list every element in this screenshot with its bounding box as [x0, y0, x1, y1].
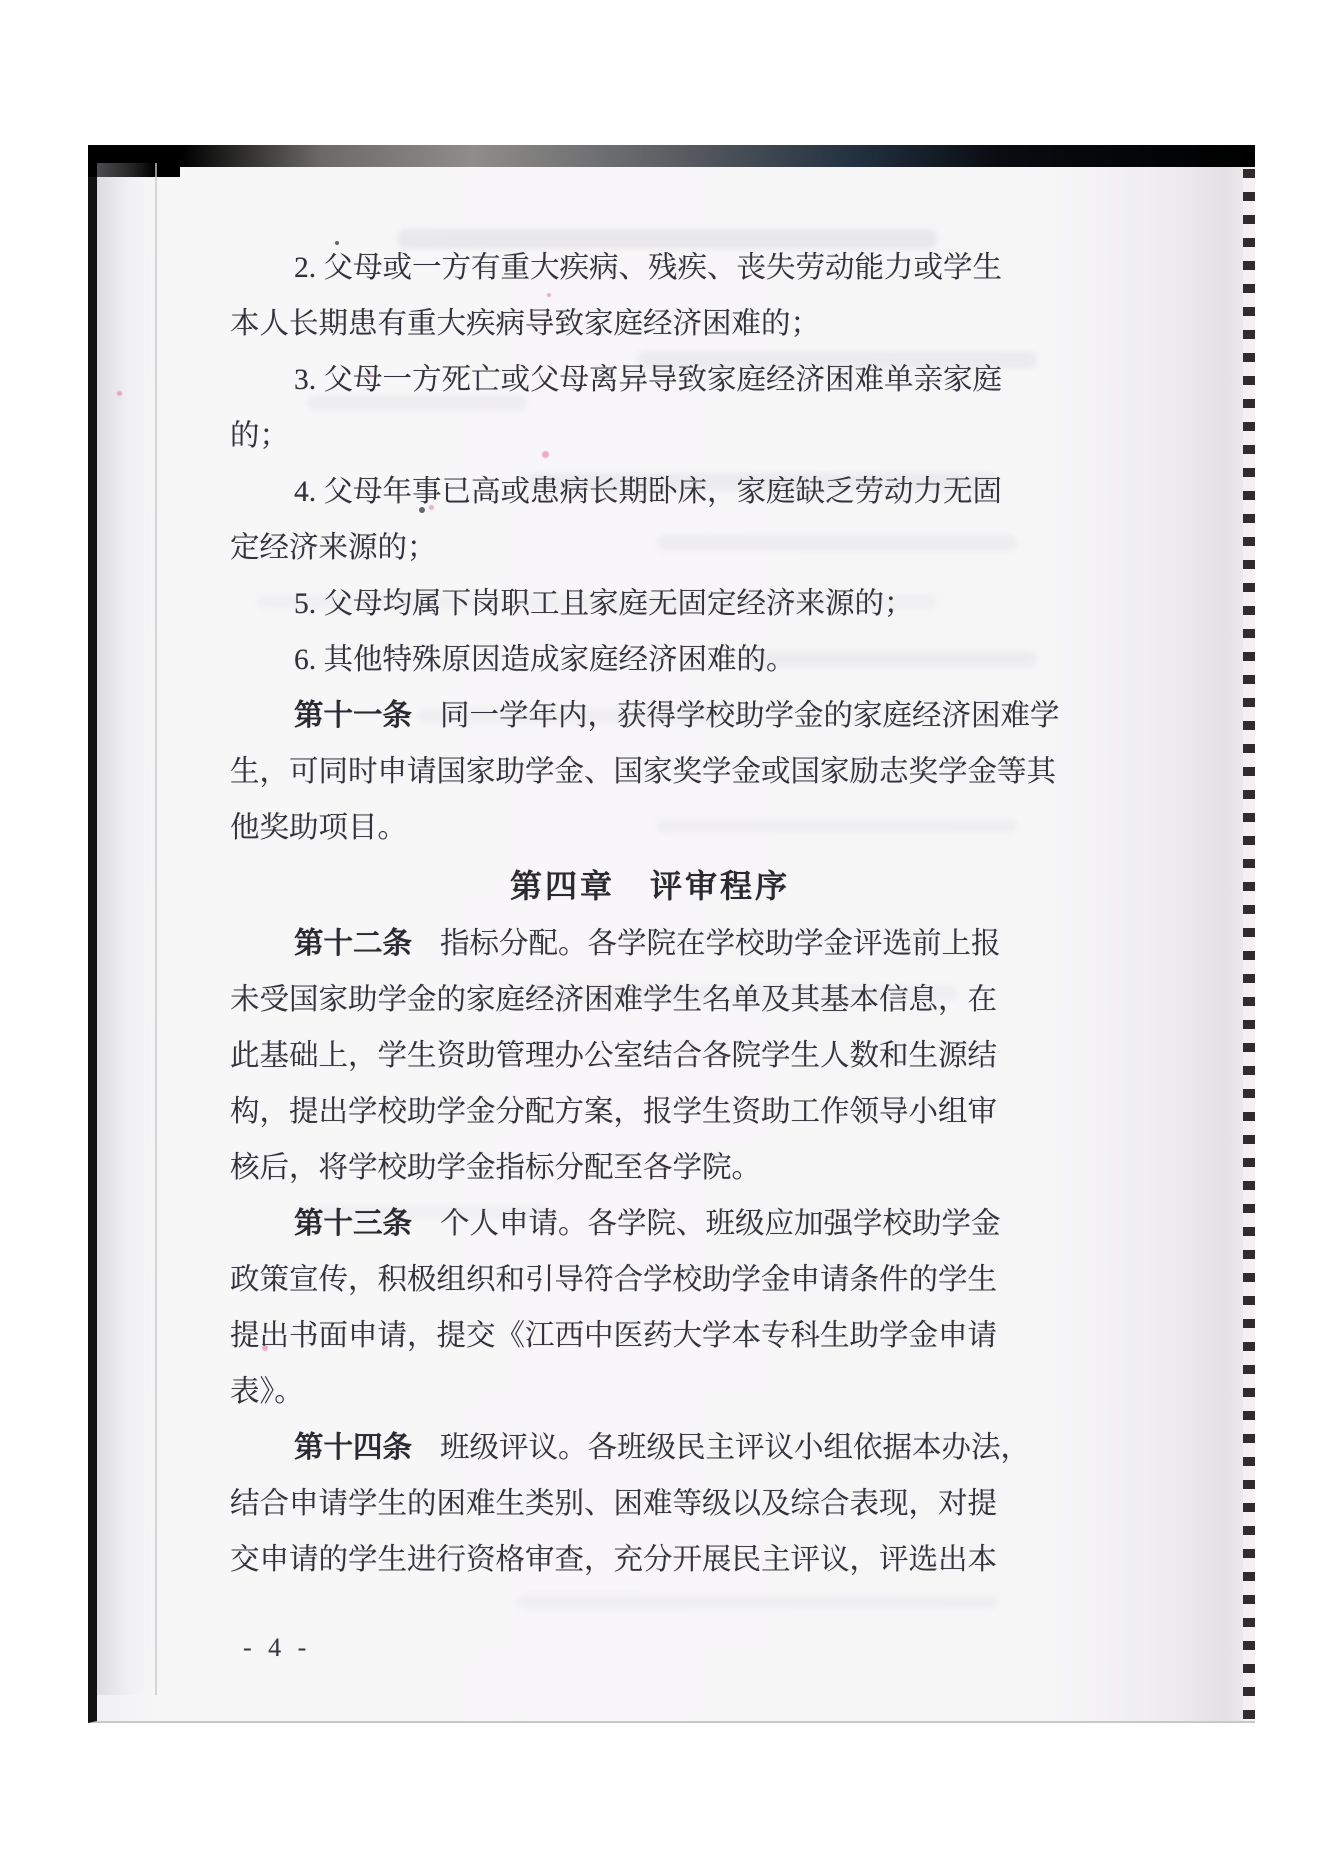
- article-number: 第十三条: [294, 1207, 413, 1240]
- text-line: [230, 688, 1070, 744]
- text-line: 交申请的学生进行资格审查，充分开展民主评议，评选出本: [230, 1544, 998, 1576]
- text-line: 核后，将学校助学金指标分配至各学院。: [230, 1152, 762, 1184]
- chapter-heading: 第四章 评审程序: [509, 868, 790, 904]
- article-first-line-text: 班级评议。各班级民主评议小组依据本办法，: [440, 1432, 1031, 1464]
- text-line: 定经济来源的；: [230, 532, 437, 564]
- perforation-marks: [1243, 169, 1255, 1721]
- text-line: 结合申请学生的困难生类别、困难等级以及综合表现，对提: [230, 1488, 998, 1520]
- text-line: 本人长期患有重大疾病导致家庭经济困难的；: [230, 308, 821, 340]
- article-first-line-text: 同一学年内，获得学校助学金的家庭经济困难学: [440, 700, 1060, 732]
- page-number: - 4 -: [243, 1633, 312, 1662]
- article-number: 第十二条: [294, 927, 413, 960]
- document-body: [230, 240, 1070, 1588]
- text-line: 6. 其他特殊原因造成家庭经济困难的。: [294, 644, 796, 676]
- page-fold-shadow: [97, 163, 157, 1695]
- text-line: 政策宣传，积极组织和引导符合学校助学金申请条件的学生: [230, 1264, 998, 1296]
- article-first-line-text: 指标分配。各学院在学校助学金评选前上报: [440, 928, 1001, 960]
- text-line: 3. 父母一方死亡或父母离异导致家庭经济困难单亲家庭: [294, 364, 1003, 396]
- paper-sheet: [88, 145, 1255, 1723]
- bleed-through-ghost: [517, 1595, 997, 1609]
- article-number: 第十四条: [294, 1431, 413, 1464]
- text-line: [230, 1196, 1070, 1252]
- text-line: [230, 916, 1070, 972]
- text-line: 表》。: [230, 1376, 304, 1408]
- text-line: 生，可同时申请国家助学金、国家奖学金或国家励志奖学金等其: [230, 756, 1057, 788]
- text-line: 未受国家助学金的家庭经济困难学生名单及其基本信息，在: [230, 984, 998, 1016]
- text-line: 构，提出学校助学金分配方案，报学生资助工作领导小组审: [230, 1096, 998, 1128]
- text-line: 5. 父母均属下岗职工且家庭无固定经济来源的；: [294, 588, 914, 620]
- scan-top-edge: [88, 145, 1255, 167]
- text-line: 提出书面申请，提交《江西中医药大学本专科生助学金申请: [230, 1320, 998, 1352]
- pink-scan-fleck: [117, 391, 122, 396]
- article-number: 第十一条: [294, 699, 413, 732]
- text-line: 的；: [230, 420, 290, 452]
- text-line: 2. 父母或一方有重大疾病、残疾、丧失劳动能力或学生: [294, 252, 1003, 284]
- text-line: 他奖助项目。: [230, 812, 408, 844]
- text-line: [230, 1420, 1070, 1476]
- article-first-line-text: 个人申请。各学院、班级应加强学校助学金: [440, 1208, 1001, 1240]
- text-line: 此基础上，学生资助管理办公室结合各院学生人数和生源结: [230, 1040, 998, 1072]
- text-line: 4. 父母年事已高或患病长期卧床，家庭缺乏劳动力无固: [294, 476, 1003, 508]
